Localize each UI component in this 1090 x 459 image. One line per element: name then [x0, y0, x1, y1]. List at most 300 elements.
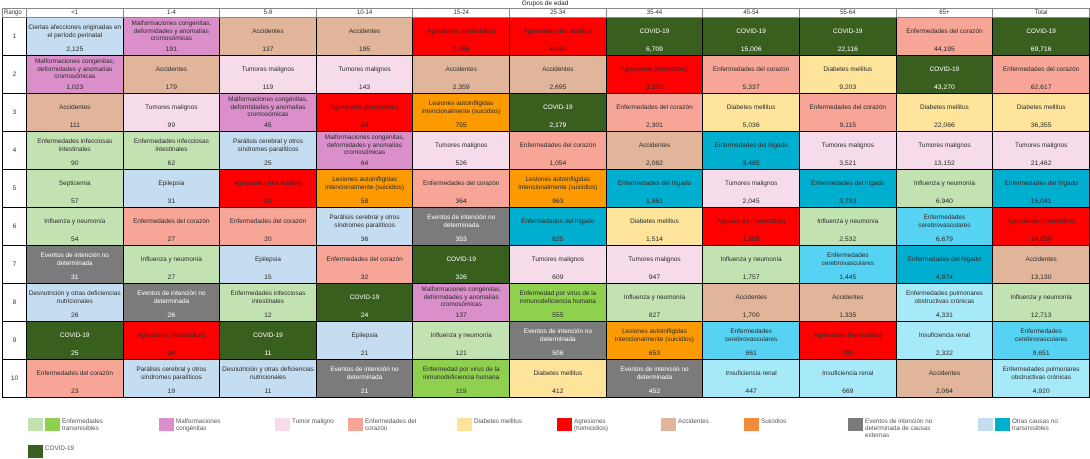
death-count: 653: [648, 350, 661, 357]
cause-cell-content: [897, 208, 993, 245]
death-count: 506: [552, 350, 564, 357]
cause-name: Accidentes: [155, 65, 187, 73]
cause-cell: [606, 170, 703, 208]
cause-cell-content: [607, 132, 703, 169]
death-count: 119: [455, 388, 467, 395]
cause-cell: [993, 94, 1090, 132]
legend-swatch: [978, 418, 993, 431]
legend-label: COVID-19: [45, 445, 75, 452]
death-count: 119: [262, 84, 274, 91]
cause-name: Epilepsia: [158, 179, 185, 187]
cause-cell: [799, 170, 896, 208]
cause-cell-content: [800, 132, 896, 169]
death-count: 25: [70, 350, 79, 357]
cause-cell-content: [703, 246, 799, 283]
cause-cell-content: [897, 132, 993, 169]
cause-cell-content: [703, 56, 799, 93]
cause-cell: [123, 208, 220, 246]
cause-name: Malformaciones congénitas, deformidades y anomalías cromosómicas: [34, 58, 115, 81]
cause-cell-content: [220, 284, 316, 321]
cause-name: Enfermedades cerebrovasculares: [724, 328, 778, 343]
cause-cell-content: [27, 360, 123, 397]
age-group-header: Total: [993, 9, 1090, 18]
legend-swatch: [848, 418, 863, 431]
cause-cell: [510, 246, 607, 284]
cause-name: Diabetes mellitus: [726, 103, 776, 111]
death-count: 20: [264, 236, 272, 243]
cause-name: Enfermedades del hígado: [1004, 179, 1078, 187]
cause-cell: [606, 56, 703, 94]
death-count: 66: [360, 122, 369, 129]
death-count: 45: [264, 122, 272, 129]
cause-cell-content: [27, 284, 123, 321]
cause-cell-content: [993, 94, 1089, 131]
legend-item: [978, 418, 1074, 432]
cause-cell: [26, 170, 123, 208]
death-count: 22,066: [933, 122, 955, 129]
legend-item: [848, 418, 943, 439]
legend-label: Diabetes mellitus: [474, 418, 522, 425]
rank-header: Rango: [3, 9, 27, 18]
cause-cell-content: [27, 132, 123, 169]
death-count: 36: [360, 236, 369, 243]
cause-cell: [993, 360, 1090, 398]
cause-name: Agresiones (homicidios): [620, 65, 689, 73]
cause-cell: [993, 284, 1090, 322]
cause-cell: [220, 94, 317, 132]
cause-name: Enfermedades del corazón: [519, 141, 597, 149]
cause-name: Enfermedades cerebrovasculares: [918, 214, 971, 229]
cause-cell: [993, 246, 1090, 284]
cause-name: Eventos de intención no determinada: [427, 214, 496, 229]
cause-name: COVID-19: [59, 331, 90, 339]
cause-cell-content: [800, 18, 896, 55]
cause-cell-content: [317, 18, 413, 55]
cause-cell: [799, 18, 896, 56]
cause-cell: [123, 170, 220, 208]
cause-cell: [220, 170, 317, 208]
death-count: 69,716: [1030, 46, 1052, 53]
cause-name: Influenza y neumonía: [817, 217, 879, 225]
cause-cell-content: [124, 322, 220, 359]
cause-name: Agresiones (homicidios): [233, 179, 303, 187]
death-count: 669: [842, 388, 854, 395]
cause-name: Tumores malignos: [821, 141, 874, 149]
cause-name: Enfermedades del corazón: [422, 179, 500, 187]
cause-name: Tumores malignos: [918, 141, 971, 149]
legend-item: [159, 418, 238, 432]
death-count: 2,532: [839, 236, 857, 243]
cause-cell: [703, 322, 800, 360]
cause-name: COVID-19: [1026, 27, 1056, 35]
cause-cell-content: [510, 246, 606, 283]
cause-cell-content: [607, 322, 703, 359]
cause-cell: [703, 18, 800, 56]
cause-cell: [606, 208, 703, 246]
death-count: 23: [70, 388, 79, 395]
cause-cell: [123, 132, 220, 170]
cause-cell-content: [124, 208, 220, 245]
cause-name: Epilepsia: [254, 255, 281, 263]
death-count: 6,940: [935, 198, 953, 205]
cause-cell-content: [510, 284, 606, 321]
death-count: 143: [358, 84, 371, 91]
cause-cell: [413, 18, 510, 56]
death-count: 452: [648, 388, 661, 395]
cause-cell-content: [607, 284, 703, 321]
cause-cell: [316, 360, 413, 398]
cause-name: Lesiones autoinfligidas intencionalmente (suicidios): [518, 176, 598, 191]
death-count: 191: [165, 46, 177, 53]
rank-row: [3, 170, 1090, 208]
cause-cell: [123, 94, 220, 132]
death-count: 947: [648, 274, 661, 281]
death-count: 4,480: [549, 46, 567, 53]
age-group-header: 10-14: [316, 9, 413, 18]
cause-name: Diabetes mellitus: [533, 369, 583, 377]
cause-cell: [123, 56, 220, 94]
age-group-header: 5-9: [220, 9, 317, 18]
cause-cell: [896, 18, 993, 56]
cause-name: Parálisis cerebral y otros síndromes paralíticos: [136, 366, 207, 381]
death-count: 2,322: [935, 350, 953, 357]
legend-label: Malformaciones congénitas: [176, 418, 221, 432]
death-count: 137: [455, 312, 467, 319]
cause-cell-content: [510, 56, 606, 93]
cause-cell-content: [703, 170, 799, 207]
death-count: 27: [167, 274, 176, 281]
legend-label: Otras causas no transmisibles: [1012, 418, 1058, 432]
cause-name: COVID-19: [349, 293, 380, 301]
cause-name: Agresiones (homicidios): [523, 27, 592, 35]
cause-name: Diabetes mellitus: [823, 65, 873, 73]
cause-cell-content: [800, 246, 896, 283]
cause-cell-content: [897, 56, 993, 93]
cause-cell-content: [800, 284, 896, 321]
cause-cell-content: [703, 94, 799, 131]
cause-name: Accidentes: [638, 141, 671, 149]
cause-cell-content: [413, 170, 509, 207]
cause-name: Accidentes: [928, 369, 961, 377]
death-count: 1,700: [742, 312, 760, 319]
cause-cell: [316, 246, 413, 284]
cause-cell: [316, 132, 413, 170]
cause-name: Diabetes mellitus: [1016, 103, 1066, 111]
death-count: 36,355: [1030, 122, 1052, 129]
cause-cell-content: [413, 360, 509, 397]
cause-name: Lesiones autoinfligidas intencionalmente (suicidios): [325, 176, 404, 191]
cause-cell: [799, 56, 896, 94]
cause-cell-content: [124, 94, 220, 131]
cause-cell-content: [607, 94, 703, 131]
legend-label: Enfermedades transmisibles: [62, 418, 103, 432]
cause-cell-content: [220, 56, 316, 93]
death-count: 2,359: [452, 84, 470, 91]
cause-cell: [510, 56, 607, 94]
rank-number: 6: [3, 208, 27, 246]
cause-name: Septicemia: [58, 179, 91, 187]
death-count: 2,301: [645, 122, 663, 129]
cause-cell-content: [220, 132, 316, 169]
cause-name: Enfermedades del corazón: [36, 369, 113, 377]
legend-swatch: [457, 418, 472, 431]
rank-row: [3, 246, 1090, 284]
death-count: 326: [455, 274, 467, 281]
cause-cell: [413, 360, 510, 398]
cause-cell-content: [220, 246, 316, 283]
cause-cell-content: [703, 322, 799, 359]
cause-cell: [413, 322, 510, 360]
cause-cell-content: [317, 94, 413, 131]
cause-cell-content: [124, 170, 220, 207]
death-count: 13,152: [933, 160, 955, 167]
cause-name: COVID-19: [543, 103, 573, 111]
rank-row: [3, 94, 1090, 132]
age-group-header: 45-54: [703, 9, 800, 18]
cause-cell: [123, 284, 220, 322]
legend-item: [661, 418, 709, 432]
cause-cell-content: [27, 170, 123, 207]
cause-cell: [703, 94, 800, 132]
death-count: 57: [70, 198, 79, 205]
cause-cell-content: [703, 132, 799, 169]
cause-name: Accidentes: [445, 65, 477, 73]
legend-label: Enfermedades del corazón: [365, 418, 417, 432]
cause-cell-content: [993, 56, 1089, 93]
death-count: 12,713: [1030, 312, 1052, 319]
cause-cell: [316, 208, 413, 246]
death-count: 4,974: [935, 274, 953, 281]
rank-number: 1: [3, 18, 27, 56]
cause-name: Eventos de intención no determinada: [620, 366, 689, 381]
death-count: 29: [264, 198, 272, 205]
cause-cell-content: [413, 246, 509, 283]
cause-cell-content: [703, 18, 799, 55]
cause-cell-content: [800, 208, 896, 245]
cause-cell: [413, 284, 510, 322]
cause-cell: [896, 322, 993, 360]
cause-cell-content: [510, 208, 606, 245]
cause-cell: [26, 56, 123, 94]
cause-cell-content: [993, 284, 1089, 321]
death-count: 1,757: [742, 274, 760, 281]
legend-swatch: [348, 418, 363, 431]
cause-name: Enfermedades del corazón: [133, 217, 210, 225]
cause-name: Enfermedades del corazón: [809, 103, 886, 111]
cause-name: Influenza y neumonía: [623, 293, 686, 301]
cause-name: Enfermedades del corazón: [229, 217, 307, 225]
legend-label: Eventos de intención no determinada de causas externas: [865, 418, 933, 439]
cause-cell: [123, 360, 220, 398]
cause-cell: [799, 246, 896, 284]
cause-cell-content: [124, 360, 220, 397]
legend-swatch: [45, 418, 60, 431]
cause-cell: [799, 322, 896, 360]
cause-name: Desnutrición y otras deficiencias nutricionales: [28, 290, 121, 305]
legend-label: Accidentes: [678, 418, 709, 425]
legend-label: Tumor maligno: [292, 418, 334, 425]
cause-name: Diabetes mellitus: [630, 217, 679, 225]
rank-number: 10: [3, 360, 27, 398]
cause-cell: [703, 132, 800, 170]
cause-cell: [993, 18, 1090, 56]
cause-cell-content: [124, 56, 220, 93]
rank-number: 2: [3, 56, 27, 94]
death-count: 6,679: [935, 236, 953, 243]
cause-cell: [510, 132, 607, 170]
death-count: 21: [360, 388, 369, 395]
death-count: 195: [358, 46, 371, 53]
legend-item: [457, 418, 522, 432]
cause-cell: [26, 94, 123, 132]
cause-cell-content: [607, 246, 703, 283]
cause-name: Enfermedades del corazón: [616, 103, 693, 111]
cause-cell-content: [317, 322, 413, 359]
cause-cell: [316, 56, 413, 94]
death-count: 963: [552, 198, 564, 205]
death-count: 9,115: [839, 122, 856, 129]
cause-cell: [26, 322, 123, 360]
cause-cell-content: [897, 170, 993, 207]
age-group-header: 65+: [896, 9, 993, 18]
cause-name: Tumores malignos: [531, 255, 584, 263]
cause-name: COVID-19: [446, 255, 476, 263]
cause-cell: [799, 360, 896, 398]
cause-name: Accidentes: [1025, 255, 1057, 263]
rank-row: [3, 284, 1090, 322]
death-count: 11: [264, 388, 272, 395]
cause-cell-content: [220, 322, 316, 359]
cause-cell: [220, 360, 317, 398]
cause-cell-content: [220, 360, 316, 397]
cause-cell-content: [993, 132, 1089, 169]
cause-name: Tumores malignos: [1014, 141, 1068, 149]
cause-name: Accidentes: [348, 27, 381, 35]
legend-swatch: [661, 418, 676, 431]
cause-cell: [799, 208, 896, 246]
rank-row: [3, 360, 1090, 398]
death-count: 555: [552, 312, 564, 319]
age-group-header: <1: [26, 9, 123, 18]
cause-name: Enfermedades infecciosas intestinales: [230, 290, 306, 305]
cause-cell: [993, 170, 1090, 208]
death-count: 58: [360, 198, 369, 205]
cause-cell: [606, 284, 703, 322]
cause-name: COVID-19: [639, 27, 670, 35]
cause-cell-content: [413, 94, 509, 131]
cause-cell: [220, 208, 317, 246]
cause-cell-content: [800, 56, 896, 93]
death-count: 27: [167, 236, 176, 243]
death-count: 12: [264, 312, 272, 319]
legend-item: [348, 418, 427, 432]
cause-cell-content: [317, 246, 413, 283]
cause-cell-content: [124, 132, 220, 169]
death-count: 526: [455, 160, 467, 167]
cause-cell: [220, 322, 317, 360]
cause-cell: [316, 170, 413, 208]
cause-name: Lesiones autoinfligidas intencionalmente (suicidios): [421, 100, 501, 115]
legend-item: [275, 418, 334, 432]
cause-name: Enfermedades del corazón: [906, 27, 983, 35]
death-count: 755: [455, 122, 467, 129]
cause-cell-content: [607, 360, 703, 397]
cause-name: Enfermedad por virus de la inmunodeficiencia humana: [422, 366, 500, 381]
cause-name: Malformaciones congénitas, deformidades y anomalías cromosómicas: [421, 286, 501, 309]
cause-name: Tumores malignos: [628, 255, 681, 263]
cause-name: Influenza y neumonía: [430, 331, 492, 339]
cause-name: Eventos de intención no determinada: [40, 252, 109, 267]
death-count: 5,036: [742, 122, 760, 129]
cause-cell-content: [27, 18, 123, 55]
cause-name: Agresiones (homicidios): [330, 103, 399, 111]
cause-cell: [606, 322, 703, 360]
death-count: 790: [842, 350, 854, 357]
cause-cell: [26, 132, 123, 170]
cause-cell-content: [703, 360, 799, 397]
death-count: 827: [648, 312, 661, 319]
legend-swatch: [159, 418, 174, 431]
cause-cell: [413, 170, 510, 208]
cause-cell: [993, 132, 1090, 170]
cause-cell-content: [607, 170, 703, 207]
death-count: 54: [70, 236, 79, 243]
legend: [28, 418, 1088, 458]
cause-cell: [993, 322, 1090, 360]
cause-cell-content: [317, 170, 413, 207]
cause-cell-content: [27, 322, 123, 359]
cause-name: Agresiones (homicidios): [137, 331, 206, 339]
cause-cell-content: [800, 170, 896, 207]
death-count: 364: [455, 198, 467, 205]
death-count: 44,195: [933, 46, 955, 53]
cause-cell: [316, 322, 413, 360]
cause-name: Tumores malignos: [724, 179, 778, 187]
cause-cell: [413, 208, 510, 246]
cause-cell: [510, 360, 607, 398]
cause-cell: [26, 284, 123, 322]
cause-cell-content: [124, 246, 220, 283]
death-count: 31: [167, 198, 176, 205]
rank-row: [3, 208, 1090, 246]
cause-cell: [316, 18, 413, 56]
cause-name: Enfermedades del hígado: [617, 179, 692, 187]
death-count: 13,130: [1030, 274, 1052, 281]
cause-cell: [896, 94, 993, 132]
cause-cell: [510, 322, 607, 360]
cause-name: Lesiones autoinfligidas intencionalmente (suicidios): [615, 328, 694, 343]
cause-cell-content: [800, 322, 896, 359]
cause-cell: [799, 132, 896, 170]
cause-cell-content: [703, 284, 799, 321]
cause-cell-content: [27, 56, 123, 93]
death-count: 3,372: [645, 84, 663, 91]
legend-item: [28, 418, 124, 432]
cause-name: Eventos de intención no determinada: [330, 366, 399, 381]
death-count: 4,331: [935, 312, 953, 319]
cause-name: Tumores malignos: [241, 65, 295, 73]
cause-cell: [510, 284, 607, 322]
cause-cell: [896, 132, 993, 170]
cause-cell-content: [27, 208, 123, 245]
cause-cell-content: [897, 284, 993, 321]
cause-name: Enfermedades del corazón: [712, 65, 790, 73]
death-count: 179: [165, 84, 177, 91]
death-count: 2,179: [549, 122, 567, 129]
cause-cell-content: [510, 360, 606, 397]
death-count: 625: [552, 236, 564, 243]
cause-cell: [220, 56, 317, 94]
